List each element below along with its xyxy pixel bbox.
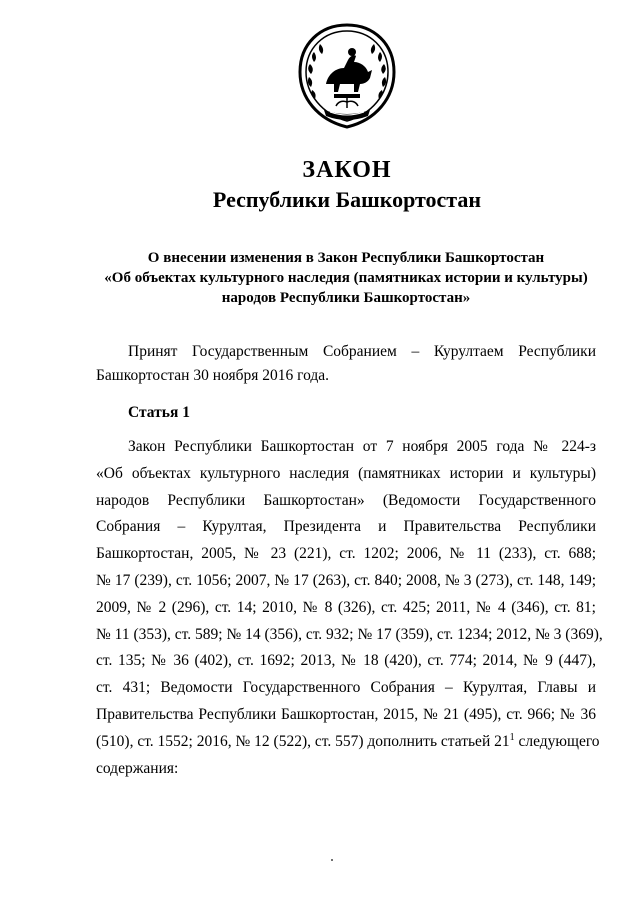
- article-line-tail: следующего: [514, 732, 600, 750]
- adoption-line: Башкортостан 30 ноября 2016 года.: [96, 367, 330, 384]
- article-line: содержания:: [96, 759, 179, 777]
- subject-line: О внесении изменения в Закон Республики Башкортостан: [147, 250, 545, 266]
- article-line: ст. 135; № 36 (402), ст. 1692; 2013, № 18 (420), ст. 774; 2014, № 9 (447),: [96, 652, 596, 670]
- article-line-text: (510), ст. 1552; 2016, № 12 (522), ст. 557) дополнить статьей 21: [96, 732, 510, 750]
- article-body: [96, 434, 603, 782]
- article-line: Правительства Республики Башкортостан, 2015, № 21 (495), ст. 966; № 36: [96, 705, 596, 723]
- article-line: ст. 431; Ведомости Государственного Собрания – Курултая, Главы и: [96, 679, 596, 697]
- article-number-superscript: 1: [509, 731, 515, 743]
- article-line: Закон Республики Башкортостан от 7 ноября 2005 года № 224-з: [128, 438, 596, 455]
- article-line: народов Республики Башкортостан» (Ведомости Государственного: [96, 491, 596, 509]
- adoption-line: Принят Государственным Собранием – Курултаем Республики: [128, 343, 596, 360]
- article-line: № 17 (239), ст. 1056; 2007, № 17 (263), ст. 840; 2008, № 3 (273), ст. 148, 149;: [96, 571, 596, 589]
- subject-line: народов Республики Башкортостан»: [221, 290, 471, 306]
- subject-line: «Об объектах культурного наследия (памятниках истории и культуры): [104, 270, 588, 286]
- article-line: Башкортостан, 2005, № 23 (221), ст. 1202; 2006, № 11 (233), ст. 688;: [96, 545, 596, 563]
- scan-speck: [331, 859, 333, 861]
- article-line: «Об объектах культурного наследия (памятниках истории и культуры): [96, 464, 596, 482]
- article-line: 2009, № 2 (296), ст. 14; 2010, № 8 (326), ст. 425; 2011, № 4 (346), ст. 81;: [96, 598, 596, 616]
- law-subject: [96, 248, 596, 308]
- article-line-with-superscript: [96, 729, 600, 756]
- bashkortostan-coat-of-arms-icon: [296, 22, 398, 130]
- republic-title: Республики Башкортостан: [212, 187, 482, 212]
- article-line: № 11 (353), ст. 589; № 14 (356), ст. 932; № 17 (359), ст. 1234; 2012, № 3 (369),: [96, 625, 603, 643]
- article-line: Собрания – Курултая, Президента и Правительства Республики: [96, 518, 596, 536]
- article-heading: Статья 1: [128, 404, 190, 421]
- law-title: ЗАКОН: [302, 157, 392, 183]
- adoption-paragraph: [96, 340, 596, 388]
